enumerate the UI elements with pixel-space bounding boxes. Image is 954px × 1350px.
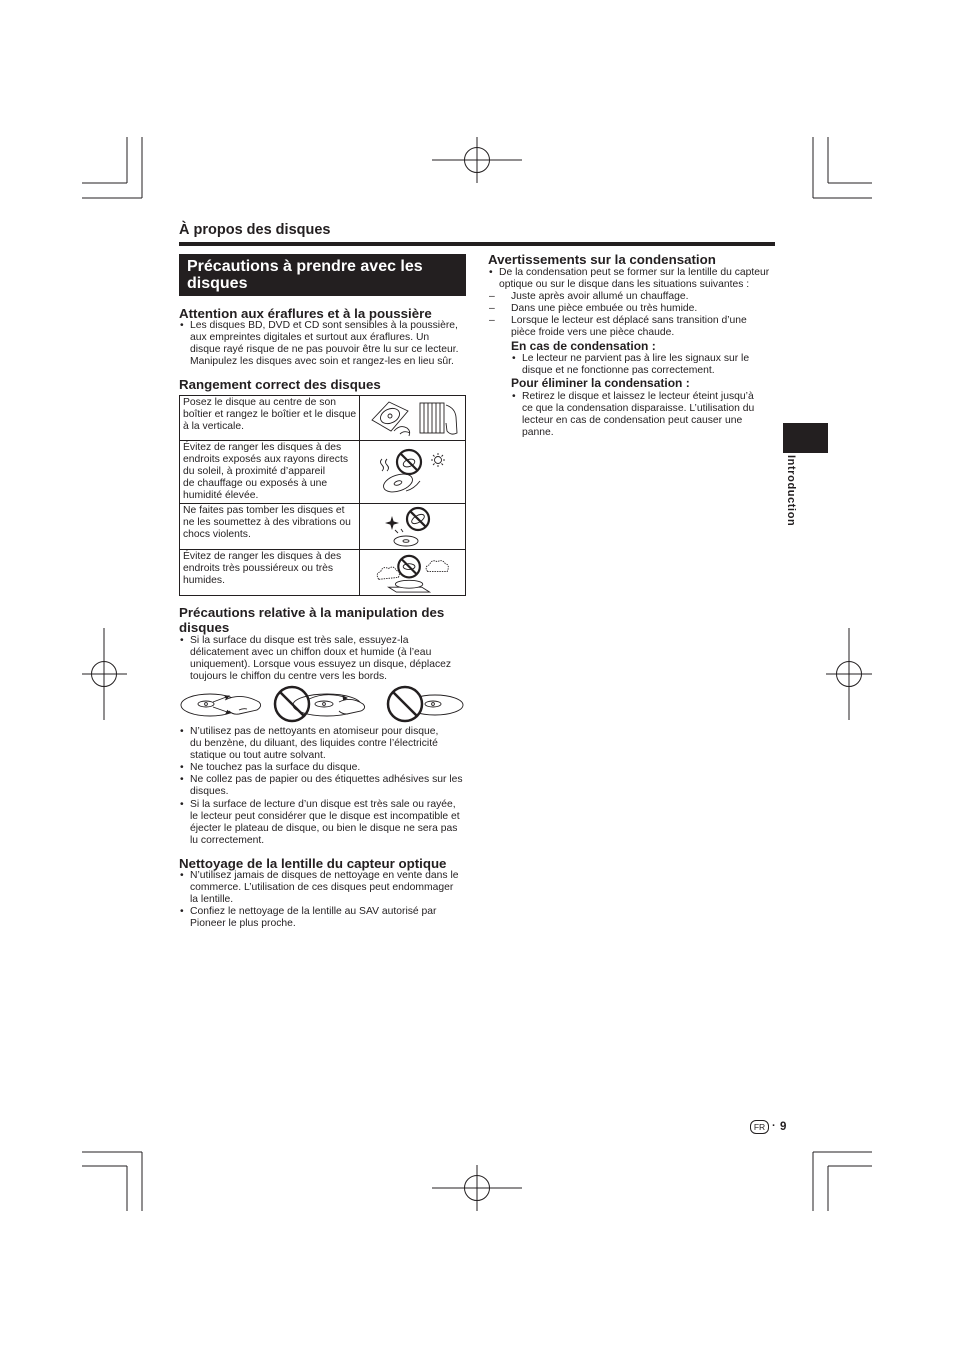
table-row	[180, 396, 465, 440]
list-item	[511, 353, 749, 377]
text-line: – Juste après avoir allumé un chauffage.	[511, 291, 689, 302]
text-line: Pioneer le plus proche.	[190, 918, 296, 930]
text-line: uniquement). Lorsque vous essuyez un disque, déplacez	[190, 659, 452, 671]
text-line: Ne faites pas tomber les disques et	[183, 505, 345, 516]
lens-heading: Nettoyage de la lentille du capteur optique	[179, 856, 447, 871]
condensation-case-heading: En cas de condensation :	[511, 339, 656, 353]
condensation-heading: Avertissements sur la condensation	[488, 252, 716, 267]
side-tab-label: Introduction	[785, 455, 797, 527]
no-touch-surface-icon	[388, 687, 463, 721]
text-line: disques	[179, 620, 230, 635]
section-title: À propos des disques	[179, 222, 331, 238]
wipe-center-outward-icon	[181, 694, 261, 716]
text-line: lecteur en cas de condensation peut causer une	[522, 415, 743, 427]
list-item	[179, 320, 459, 368]
text-line: optique ou sur le disque dans les situations suivantes :	[499, 279, 750, 291]
list-item	[179, 762, 463, 774]
text-line: • Si la surface de lecture d’un disque est très sale ou rayée,	[190, 798, 456, 810]
text-line: pièce froide vers une pièce chaude.	[511, 327, 675, 339]
text-line: Précautions à prendre avec les	[187, 258, 423, 275]
text-line: de chauffage ou exposés à une	[183, 478, 328, 490]
text-line: disque et ne fonctionne pas correctement.	[522, 365, 715, 377]
handling-intro-list	[179, 635, 451, 683]
language-badge: FR	[750, 1120, 769, 1134]
text-line: disque rayé risque de ne pas pouvoir être lu sur ce lecteur.	[190, 344, 459, 356]
storage-heading: Rangement correct des disques	[179, 377, 381, 392]
text-line: du benzène, du diluant, des liquides contre l’électricité	[190, 738, 438, 750]
table-row	[180, 440, 465, 503]
no-sun-heat-icon	[360, 441, 465, 503]
list-item	[488, 291, 747, 303]
handling-list	[179, 726, 463, 847]
text-line: éjecter le plateau de disque, ou bien le disque ne sera pas	[190, 822, 458, 834]
text-line: disques	[187, 275, 248, 292]
text-line: statique ou tout autre solvant.	[190, 750, 326, 762]
text-line: ce que la condensation disparaisse. L’utilisation du	[522, 403, 755, 415]
condensation-list	[488, 267, 769, 291]
side-tab-marker	[783, 423, 828, 453]
no-circular-wipe-icon	[275, 687, 365, 721]
table-cell-text	[180, 504, 360, 549]
text-line: le lecteur peut considérer que le disque est incompatible et	[190, 810, 460, 822]
disc-upright-storage-icon	[360, 396, 465, 440]
list-item	[488, 267, 769, 291]
no-dust-icon	[360, 550, 465, 595]
text-line: Manipulez les disques avec soin et rangez-les en lieu sûr.	[190, 356, 454, 368]
page-separator: ·	[772, 1120, 776, 1132]
text-line: • Ne touchez pas la surface du disque.	[190, 762, 361, 774]
text-line: Évitez de ranger les disques à des	[183, 442, 342, 453]
text-line: Évitez de ranger les disques à des	[183, 551, 342, 562]
section-rule	[179, 242, 775, 246]
text-line: aux empreintes digitales et surtout aux éraflures. Un	[190, 332, 430, 344]
text-line: • N’utilisez jamais de disques de nettoyage en vente dans le	[190, 870, 459, 881]
text-line: endroits très poussiéreux ou très	[183, 563, 334, 575]
text-line: humides.	[183, 575, 225, 587]
condensation-case-list	[511, 353, 749, 377]
table-cell-text	[180, 396, 360, 440]
page-title-box	[179, 254, 466, 296]
table-cell-text	[180, 550, 360, 595]
text-line: du soleil, à proximité d’appareil	[183, 466, 326, 478]
page-title	[187, 258, 466, 292]
text-line: boîtier et rangez le boîtier et le disque	[183, 409, 357, 421]
text-line: humidité élevée.	[183, 490, 259, 502]
table-row	[180, 503, 465, 549]
condensation-situations	[488, 291, 747, 339]
condensation-remedy-list	[511, 391, 754, 439]
text-line: délicatement avec un chiffon doux et humide (à l’eau	[190, 647, 432, 659]
text-line: Posez le disque au centre de son	[183, 397, 336, 408]
text-line: • N’utilisez pas de nettoyants en atomiseur pour disque,	[190, 726, 439, 737]
text-line: commerce. L’utilisation de ces disques peut endommager	[190, 882, 454, 894]
table-cell-image	[360, 441, 465, 503]
text-line: • Si la surface du disque est très sale, essuyez-la	[190, 635, 409, 646]
list-item	[511, 391, 754, 439]
list-item	[179, 635, 451, 683]
scratches-list	[179, 320, 459, 368]
text-line: Précautions relative à la manipulation des	[179, 605, 445, 620]
list-item	[179, 870, 459, 906]
text-line: endroits exposés aux rayons directs	[183, 454, 349, 466]
text-line: – Lorsque le lecteur est déplacé sans transition d’une	[511, 315, 747, 327]
no-drop-icon	[360, 504, 465, 549]
table-cell-image	[360, 396, 465, 440]
text-line: disques.	[190, 786, 229, 798]
table-cell-text	[180, 441, 360, 503]
handling-heading	[179, 605, 444, 635]
condensation-remedy-heading: Pour éliminer la condensation :	[511, 376, 690, 390]
text-line: • Retirez le disque et laissez le lecteur éteint jusqu’à	[522, 391, 754, 402]
page-number: 9	[780, 1121, 787, 1133]
text-line: lu correctement.	[190, 834, 265, 846]
table-cell-image	[360, 504, 465, 549]
text-line: toujours le chiffon du centre vers les bords.	[190, 671, 388, 683]
text-line: panne.	[522, 427, 554, 439]
table-cell-image	[360, 550, 465, 595]
list-item	[488, 303, 747, 315]
text-line: à la verticale.	[183, 421, 244, 433]
lens-list	[179, 870, 459, 930]
storage-table	[179, 395, 466, 596]
text-line: • Confiez le nettoyage de la lentille au SAV autorisé par	[190, 906, 437, 918]
text-line: ne les soumettez à des vibrations ou	[183, 517, 351, 529]
list-item	[179, 799, 463, 847]
text-line: chocs violents.	[183, 529, 251, 541]
text-line: • Ne collez pas de papier ou des étiquettes adhésives sur les	[190, 774, 463, 786]
table-row	[180, 549, 465, 595]
list-item	[179, 726, 463, 762]
text-line: – Dans une pièce embuée ou très humide.	[511, 303, 698, 315]
text-line: la lentille.	[190, 894, 234, 906]
text-line: • De la condensation peut se former sur la lentille du capteur	[499, 267, 770, 278]
text-line: • Le lecteur ne parvient pas à lire les signaux sur le	[522, 353, 750, 364]
list-item	[179, 906, 459, 930]
scratches-heading: Attention aux éraflures et à la poussière	[179, 306, 432, 321]
text-line: • Les disques BD, DVD et CD sont sensibles à la poussière,	[190, 320, 458, 331]
handling-illustrations	[179, 684, 466, 724]
list-item	[179, 774, 463, 798]
list-item	[488, 315, 747, 339]
